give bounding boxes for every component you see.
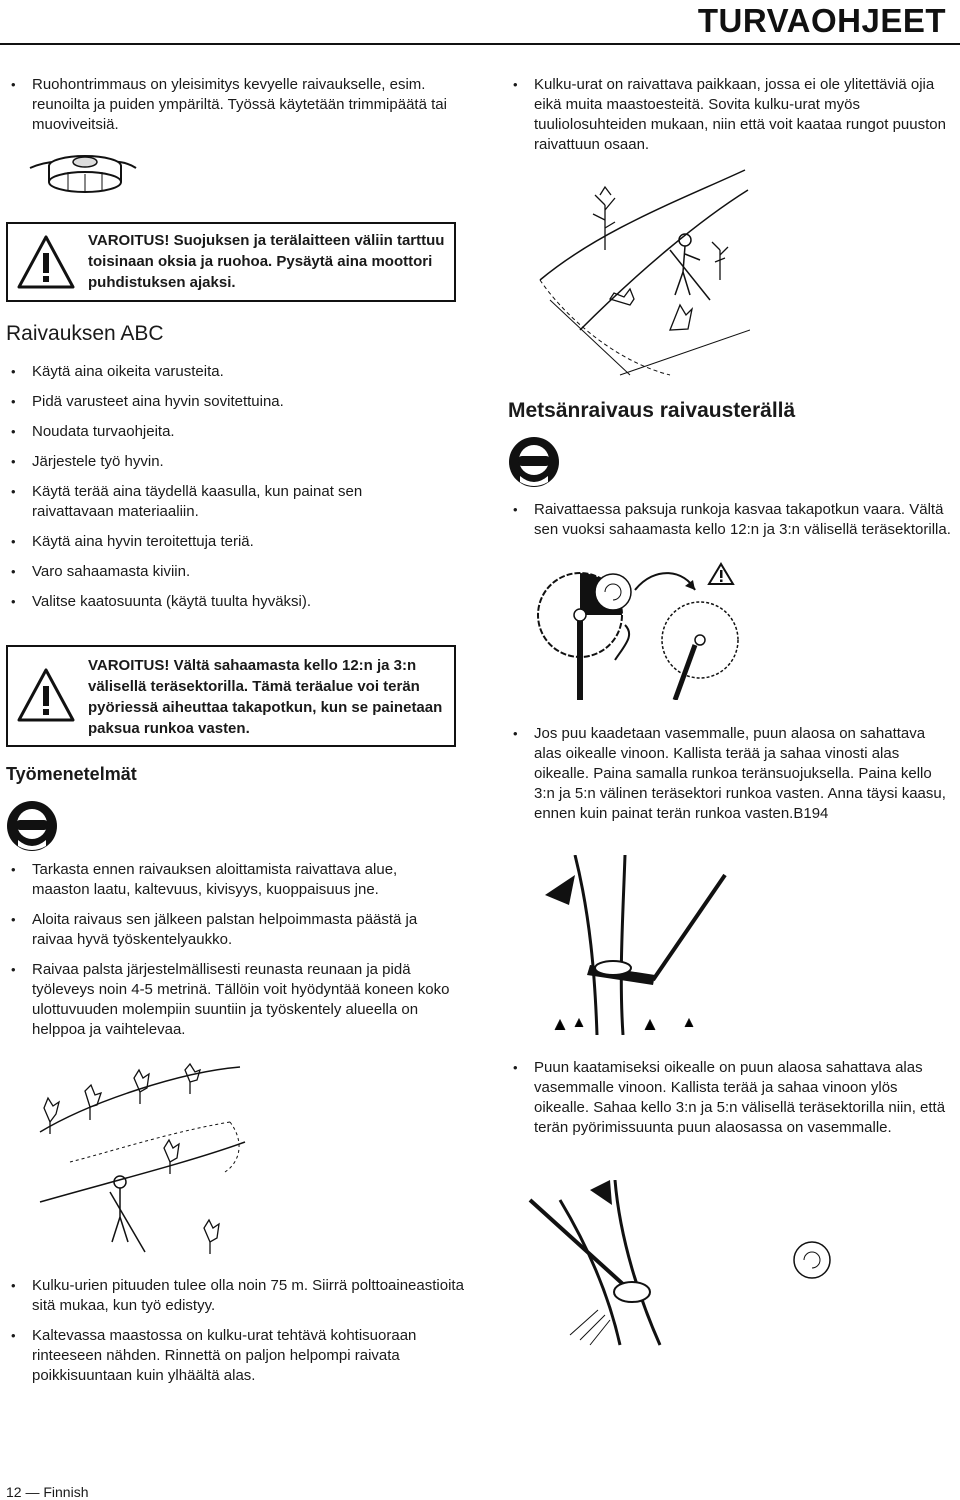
top-right-list xyxy=(508,75,948,165)
eye-protection-icon xyxy=(6,800,58,852)
list-item: • Pidä varusteet aina hyvin sovitettuina. xyxy=(6,392,426,412)
list-item: • Varo sahaamasta kiviin. xyxy=(6,562,426,582)
footer-language: Finnish xyxy=(43,1484,89,1500)
methods-list xyxy=(6,860,456,1050)
warning-triangle-icon xyxy=(709,564,733,584)
list-item: • Raivaa palsta järjestelmällisesti reunasta reunaan ja pidä työleveys noin 4-5 metrinä. Tällöin voit hyödyntää koneen koko ulottuvuuden molempiin suuntiin ja työskentely alueella on helppoa ja vaihtelevaa. xyxy=(6,960,456,1040)
saw-blade-sector-illustration xyxy=(525,560,755,700)
warning-label: VAROITUS! xyxy=(88,657,170,674)
warning-body: Vältä sahaamasta kello 12:n ja 3:n välisellä teräsektorilla. Tämä teräalue voi terän pyöriessä aiheuttaa takapotkun, kun se painetaan paksua runkoa vasten. xyxy=(88,657,443,737)
list-item: • Kulku-urien pituuden tulee olla noin 75 m. Siirrä polttoaineastioita sitä mukaa, kun työ edistyy. xyxy=(6,1276,466,1316)
page-title: TURVAOHJEET xyxy=(697,2,946,39)
felling-left-illustration xyxy=(535,855,735,1035)
warning-text-1 xyxy=(88,230,448,293)
clearing-path-illustration xyxy=(520,160,750,385)
page-footer xyxy=(6,1484,89,1500)
footer-dash: — xyxy=(25,1484,40,1500)
list-item: • Käytä terää aina täydellä kaasulla, kun painat sen raivattavaan materiaaliin. xyxy=(6,482,426,522)
header-rule xyxy=(0,43,960,45)
abc-heading: Raivauksen ABC xyxy=(6,322,164,345)
eye-protection-icon xyxy=(508,436,560,488)
trimmer-head-icon xyxy=(28,138,138,198)
list-item: • Aloita raivaus sen jälkeen palstan helpoimmasta päästä ja raivaa hyvä työskentelyaukko. xyxy=(6,910,456,950)
page-number: 12 xyxy=(6,1484,22,1500)
forest-list-2 xyxy=(508,724,953,834)
list-item: • Ruohontrimmaus on yleisimitys kevyelle raivaukselle, esim. reunoilta ja puiden ympäriltä. Työssä käytetään trimmipäätä tai muoviveitsiä. xyxy=(6,75,456,135)
list-item: • Noudata turvaohjeita. xyxy=(6,422,426,442)
forest-list-1 xyxy=(508,500,953,550)
methods-list-bottom xyxy=(6,1276,466,1396)
list-item: • Raivattaessa paksuja runkoja kasvaa takapotkun vaara. Vältä sen vuoksi sahaamasta kello 12:n ja 3:n välisellä teräsektorilla. xyxy=(508,500,953,540)
list-item: • Käytä aina oikeita varusteita. xyxy=(6,362,426,382)
warning-text-2 xyxy=(88,655,448,739)
warning-body: Suojuksen ja terälaitteen väliin tarttuu toisinaan oksia ja ruohoa. Pysäytä aina moottori puhdistuksen ajaksi. xyxy=(88,232,445,291)
warning-box-2 xyxy=(6,645,456,747)
list-item: • Tarkasta ennen raivauksen aloittamista raivattava alue, maaston laatu, kaltevuus, kivisyys, kuoppaisuus jne. xyxy=(6,860,456,900)
forest-list-3 xyxy=(508,1058,953,1148)
warning-triangle-icon xyxy=(16,234,76,290)
forest-heading: Metsänraivaus raivausterällä xyxy=(508,399,796,422)
top-left-list xyxy=(6,75,456,145)
list-item: • Puun kaatamiseksi oikealle on puun alaosa sahattava alas vasemmalle vinoon. Kallista terää ja sahaa vinoon ylös oikealle. Sahaa kello 3:n ja 5:n välisellä teräsektorilla niin, että terän pyörimissuunta puun alaosassa on vasemmalle. xyxy=(508,1058,953,1138)
list-item: • Järjestele työ hyvin. xyxy=(6,452,426,472)
list-item: • Valitse kaatosuunta (käytä tuulta hyväksi). xyxy=(6,592,426,612)
list-item: • Kulku-urat on raivattava paikkaan, jossa ei ole ylitettäviä ojia eikä muita maastoesteitä. Sovita kulku-urat myös tuuliolosuhteiden mukaan, niin että voit kaataa rungot puuston raivattuun osaan. xyxy=(508,75,948,155)
abc-list xyxy=(6,362,426,622)
list-item: • Kaltevassa maastossa on kulku-urat tehtävä kohtisuoraan rinteeseen nähden. Rinnettä on paljon helpompi raivata poikkisuuntaan kuin ylhäältä alas. xyxy=(6,1326,466,1386)
methods-heading: Työmenetelmät xyxy=(6,764,137,784)
warning-box-1 xyxy=(6,222,456,302)
felling-right-illustration xyxy=(520,1180,840,1350)
list-item: • Käytä aina hyvin teroitettuja teriä. xyxy=(6,532,426,552)
list-item: • Jos puu kaadetaan vasemmalle, puun alaosa on sahattava alas oikealle vinoon. Kallista terää ja sahaa vinosti alas oikealle. Paina samalla runkoa teränsuojuksella. Paina kello 3:n ja 5:n välinen teräsektori runkoa vasten. Anna täysi kaasu, ennen kuin painat terän runkoa vasten.B194 xyxy=(508,724,953,824)
warning-triangle-icon xyxy=(16,667,76,723)
warning-label: VAROITUS! xyxy=(88,232,170,249)
clearing-strip-illustration xyxy=(30,1062,250,1262)
